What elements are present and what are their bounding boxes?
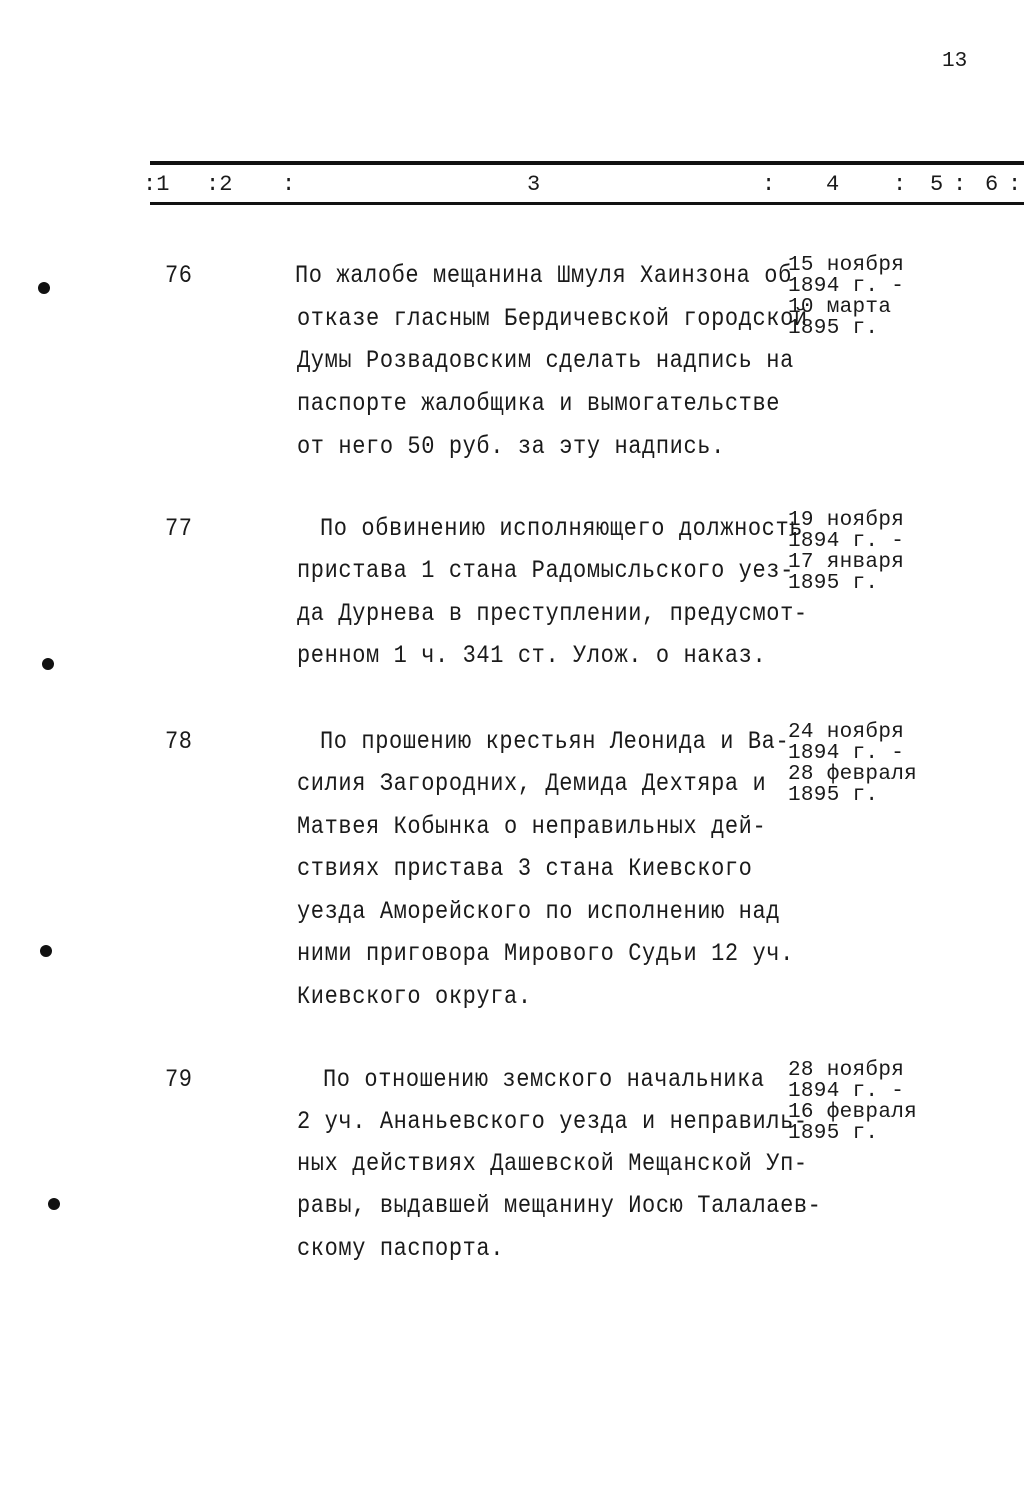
entry-text-line: По прошению крестьян Леонида и Ва- [320, 728, 790, 756]
entry-text-line: да Дурнева в преступлении, предусмот- [297, 600, 808, 628]
entry-text-line: скому паспорта. [297, 1235, 505, 1263]
entry-date-line: 1895 г. [788, 1122, 879, 1145]
column-separator: : [762, 172, 776, 197]
entry-text-line: ренном 1 ч. 341 ст. Улож. о наказ. [297, 642, 767, 670]
column-separator: : [953, 172, 967, 197]
entry-date-line: 28 февраля [788, 763, 918, 786]
punch-hole-mark [48, 1198, 60, 1210]
entry-text-line: равы, выдавшей мещанину Иосю Талалаев- [297, 1192, 822, 1220]
entry-text-line: Матвея Кобынка о неправильных дей- [297, 813, 767, 841]
entry-number: 76 [165, 262, 193, 290]
entry-date-line: 1895 г. [788, 317, 879, 340]
entry-text-line: силия Загородних, Демида Дехтяра и [297, 770, 767, 798]
page-number: 13 [942, 50, 968, 73]
entry-date-line: 16 февраля [788, 1101, 918, 1124]
entry-date-line: 1894 г. - [788, 530, 905, 553]
entry-date-line: 17 января [788, 551, 905, 574]
column-header-1: :1 [143, 172, 170, 197]
column-separator: : [282, 172, 296, 197]
column-header-3: 3 [527, 172, 541, 197]
entry-text-line: отказе гласным Бердичевской городской [297, 305, 808, 333]
column-header-6: 6 [985, 172, 999, 197]
entry-text-line: 2 уч. Ананьевского уезда и неправиль- [297, 1108, 808, 1136]
punch-hole-mark [42, 658, 54, 670]
entry-text-line: от него 50 руб. за эту надпись. [297, 433, 725, 461]
entry-date-line: 10 марта [788, 296, 892, 319]
entry-number: 77 [165, 515, 193, 543]
entry-text-line: По жалобе мещанина Шмуля Хаинзона об [295, 262, 792, 290]
header-top-rule [150, 161, 1024, 165]
entry-text-line: паспорте жалобщика и вымогательстве [297, 390, 781, 418]
column-separator: : [1008, 172, 1022, 197]
entry-text-line: Киевского округа. [297, 983, 532, 1011]
entry-text-line: ними приговора Мирового Судьи 12 уч. [297, 940, 794, 968]
entry-date-line: 1894 г. - [788, 275, 905, 298]
entry-number: 78 [165, 728, 193, 756]
column-header-4: 4 [826, 172, 840, 197]
entry-date-line: 1894 г. - [788, 1080, 905, 1103]
entry-text-line: ствиях пристава 3 стана Киевского [297, 855, 753, 883]
column-separator: : [893, 172, 907, 197]
entry-text-line: По отношению земского начальника [323, 1066, 765, 1094]
entry-text-line: По обвинению исполняющего должность [320, 515, 804, 543]
entry-number: 79 [165, 1066, 193, 1094]
entry-date-line: 28 ноября [788, 1059, 905, 1082]
entry-date-line: 24 ноября [788, 721, 905, 744]
entry-date-line: 19 ноября [788, 509, 905, 532]
column-header-2: :2 [206, 172, 233, 197]
header-bottom-rule [150, 202, 1024, 205]
entry-text-line: Думы Розвадовским сделать надпись на [297, 347, 794, 375]
entry-text-line: уезда Аморейского по исполнению над [297, 898, 781, 926]
entry-text-line: пристава 1 стана Радомысльского уез- [297, 557, 794, 585]
entry-date-line: 1894 г. - [788, 742, 905, 765]
column-header-5: 5 [930, 172, 944, 197]
entry-text-line: ных действиях Дашевской Мещанской Уп- [297, 1150, 808, 1178]
punch-hole-mark [38, 282, 50, 294]
entry-date-line: 15 ноября [788, 254, 905, 277]
entry-date-line: 1895 г. [788, 572, 879, 595]
punch-hole-mark [40, 945, 52, 957]
entry-date-line: 1895 г. [788, 784, 879, 807]
